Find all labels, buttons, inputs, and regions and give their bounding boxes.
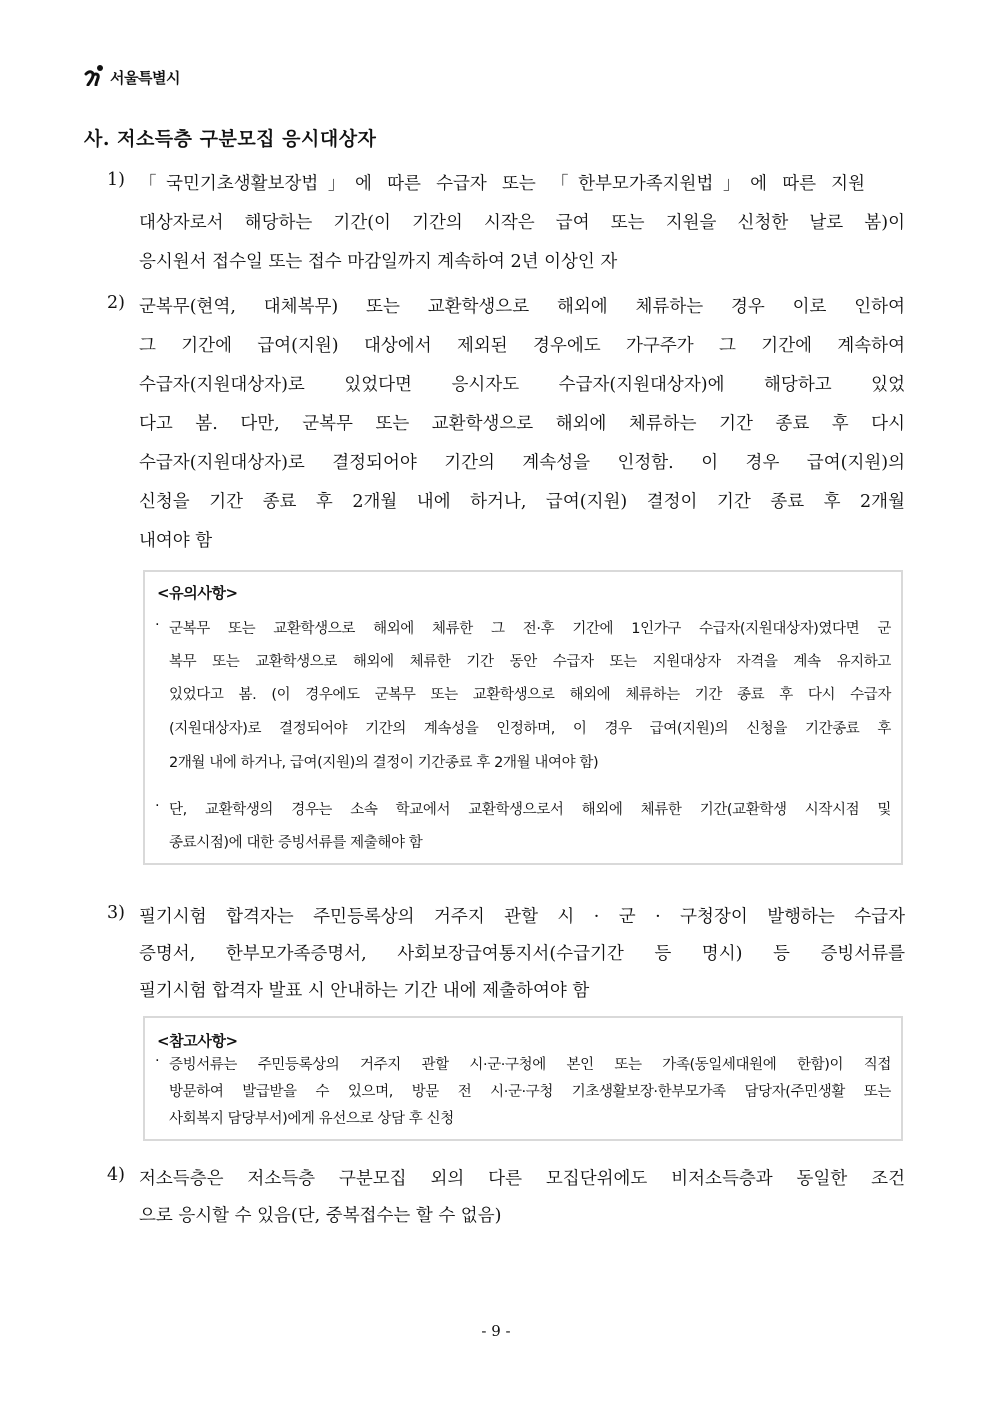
item-number: 3) [107, 903, 125, 923]
item-line: 신청을 기간 종료 후 2개월 내에 하거나, 급여(지원) 결정이 기간 종료 후 2개월 [139, 492, 905, 512]
bullet-icon: · [155, 798, 160, 814]
item-number: 2) [107, 293, 125, 313]
item-line: 저소득층은 저소득층 구분모집 외의 다른 모집단위에도 비저소득층과 동일한 조건 [139, 1169, 905, 1189]
item-line: 응시원서 접수일 또는 접수 마감일까지 계속하여 2년 이상인 자 [139, 252, 618, 272]
item-line: 「국민기초생활보장법」에 따른 수급자 또는 「한부모가족지원법」에 따른 지원 [139, 174, 865, 194]
item-number: 4) [107, 1165, 125, 1185]
bullet-icon: · [155, 1053, 160, 1069]
item-line: 대상자로서 해당하는 기간(이 기간의 시작은 급여 또는 지원을 신청한 날로 봄)이 [139, 213, 905, 233]
item-line: 필기시험 합격자는 주민등록상의 거주지 관할 시 · 군 · 구청장이 발행하는 수급자 [139, 907, 905, 927]
logo-text: 서울특별시 [110, 69, 180, 87]
notice-line: 2개월 내에 하거나, 급여(지원)의 결정이 기간종료 후 2개월 내여야 함) [169, 755, 599, 771]
notice-box [143, 570, 903, 865]
item-line: 군복무(현역, 대체복무) 또는 교환학생으로 해외에 체류하는 경우 이로 인하여 [139, 297, 905, 317]
item-line: 수급자(지원대상자)로 결정되어야 기간의 계속성을 인정함. 이 경우 급여(지원)의 [139, 453, 905, 473]
reference-line: 증빙서류는 주민등록상의 거주지 관할 시·군·구청에 본인 또는 가족(동일세대원에 한함)이 직접 [169, 1057, 891, 1073]
item-line: 으로 응시할 수 있음(단, 중복접수는 할 수 없음) [139, 1206, 502, 1226]
item-line: 다고 봄. 다만, 군복무 또는 교환학생으로 해외에 체류하는 기간 종료 후 다시 [139, 414, 905, 434]
notice-line: 있었다고 봄. (이 경우에도 군복무 또는 교환학생으로 해외에 체류하는 기간 종료 후 다시 수급자 [169, 687, 891, 703]
reference-line: 사회복지 담당부서)에게 유선으로 상담 후 신청 [169, 1111, 454, 1127]
notice-line: 단, 교환학생의 경우는 소속 학교에서 교환학생으로서 해외에 체류한 기간(교환학생 시작시점 및 [169, 802, 891, 818]
reference-box-title: <참고사항> [157, 1032, 238, 1050]
header-logo [84, 64, 180, 91]
item-line: 증명서, 한부모가족증명서, 사회보장급여통지서(수급기간 등 명시) 등 증빙서류를 [139, 944, 905, 964]
item-line: 필기시험 합격자 발표 시 안내하는 기간 내에 제출하여야 함 [139, 981, 590, 1001]
notice-line: 군복무 또는 교환학생으로 해외에 체류한 그 전·후 기간에 1인가구 수급자(지원대상자)였다면 군 [169, 621, 891, 637]
notice-box-title: <유의사항> [157, 584, 238, 602]
section-title: 사. 저소득층 구분모집 응시대상자 [84, 128, 377, 150]
reference-box [143, 1016, 903, 1141]
notice-line: 복무 또는 교환학생으로 해외에 체류한 기간 동안 수급자 또는 지원대상자 자격을 계속 유지하고 [169, 654, 891, 670]
item-line: 그 기간에 급여(지원) 대상에서 제외된 경우에도 가구주가 그 기간에 계속하여 [139, 336, 905, 356]
notice-line: 종료시점)에 대한 증빙서류를 제출해야 함 [169, 835, 423, 851]
reference-line: 방문하여 발급받을 수 있으며, 방문 전 시·군·구청 기초생활보장·한부모가족 담당자(주민생활 또는 [169, 1084, 891, 1100]
item-line: 내여야 함 [139, 531, 213, 551]
notice-line: (지원대상자)로 결정되어야 기간의 계속성을 인정하며, 이 경우 급여(지원)의 신청을 기간종료 후 [169, 721, 891, 737]
bullet-icon: · [155, 617, 160, 633]
item-line: 수급자(지원대상자)로 있었다면 응시자도 수급자(지원대상자)에 해당하고 있었 [139, 375, 905, 395]
item-number: 1) [107, 170, 125, 190]
page-number: - 9 - [481, 1322, 511, 1340]
seoul-city-logo-icon [84, 64, 106, 91]
